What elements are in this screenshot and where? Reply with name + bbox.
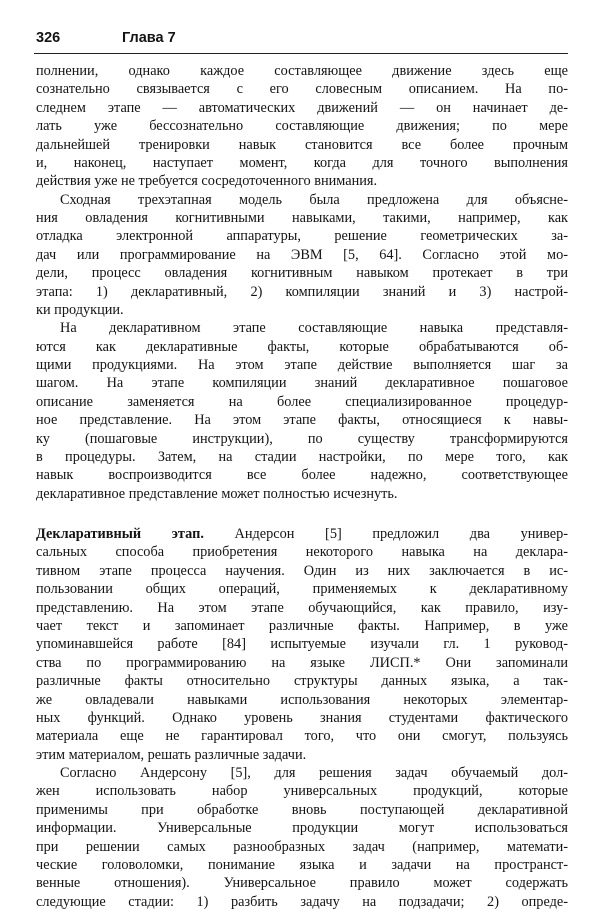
text-line: ки продукции.	[36, 301, 124, 318]
text-line: в процедуры. Затем, на стадии настройки, по мере того, как	[36, 448, 568, 465]
text-line: этим материалом, решать различные задачи.	[36, 746, 307, 763]
text-line: навык воспроизводится все более надежно, соответствующее	[36, 467, 568, 484]
running-head	[36, 30, 568, 52]
text-line: ное представление. На этом этапе факты, относящиеся к навы-	[36, 412, 568, 429]
text-line: применимы при обработке вновь поступающей декларативной	[36, 801, 568, 818]
text-line: декларативное представление может полностью исчезнуть.	[36, 485, 398, 502]
text-line: следнем этапе — автоматических движений — он начинает де-	[36, 99, 568, 116]
text-line: шагом. На этапе компиляции знаний декларативное пошаговое	[36, 375, 568, 392]
text-line: дальнейшей тренировки навык становится все более прочным	[36, 136, 568, 153]
text-line: На декларативном этапе составляющие навыка представля-	[60, 320, 568, 337]
text-line: представлению. На этом этапе обучающийся, как правило, изу-	[36, 599, 568, 616]
text-line: дели, процесс овладения когнитивным навыком протекает в три	[36, 265, 568, 282]
text-line	[36, 525, 568, 543]
text-line: ных функций. Однако уровень знания студентами фактического	[36, 709, 568, 726]
text-line: описание заменяется на более специализированное процедур-	[36, 393, 568, 410]
text-line: жен использовать набор универсальных продукций, которые	[36, 783, 568, 800]
text-line: щими продукциями. На этом этапе действие выполняется шаг за	[36, 357, 568, 373]
text-line: различные факты относительно структуры данных языка, а так-	[36, 673, 568, 690]
text-line: ния овладения когнитивными навыками, такими, например, как	[36, 210, 568, 226]
text-line: лать уже бессознательно составляющие движения; по мере	[36, 118, 568, 135]
text-line: сознательно связывается с его словесным описанием. На по-	[36, 81, 568, 98]
text-line: этапа: 1) декларативный, 2) компиляции знаний и 3) настрой-	[36, 283, 568, 300]
text-line: полнении, однако каждое составляющее движение здесь еще	[36, 63, 568, 79]
page-number: 326	[36, 30, 61, 46]
text-line: Сходная трехэтапная модель была предложена для объясне-	[60, 191, 568, 208]
text-line: действия уже не требуется сосредоточенного внимания.	[36, 173, 378, 190]
text-line: тивном этапе процесса научения. Один из них заключается в ис-	[36, 562, 568, 579]
text-line: пользовании общих операций, применяемых к декларативному	[36, 581, 568, 598]
text-line: ку (пошаговые инструкции), по существу трансформируются	[36, 430, 568, 447]
text-line: дач или программирование на ЭВМ [5, 64]. Согласно этой мо-	[36, 246, 568, 263]
text-line: чает текст и запоминает различные факты. Например, в уже	[36, 618, 568, 634]
text-line: отладка электронной аппаратуры, решение геометрических за-	[36, 228, 568, 245]
text-line: сальных способа приобретения некоторого навыка на деклара-	[36, 544, 568, 561]
text-line: упоминавшейся работе [84] испытуемые изучали гл. 1 руковод-	[36, 636, 568, 653]
text-line: при решении самых разнообразных задач (например, математи-	[36, 838, 568, 855]
text-line: ются как декларативные факты, которые обрабатываются об-	[36, 338, 568, 355]
text-line: ческие головоломки, понимание языка и задачи на пространст-	[36, 856, 568, 873]
text-line: Согласно Андерсону [5], для решения задач обучаемый дол-	[60, 765, 568, 781]
text-line: венные отношения). Универсальное правило может содержать	[36, 875, 568, 892]
text-line: следующие стадии: 1) разбить задачу на подзадачи; 2) опреде-	[36, 893, 568, 910]
text-line: информации. Универсальные продукции могут использоваться	[36, 820, 568, 837]
text-line: ства по программированию на языке ЛИСП.* Они запоминали	[36, 654, 568, 671]
header-rule	[34, 53, 568, 54]
text-run: Андерсон [5] предложил два универ-	[234, 526, 568, 543]
text-line: материала еще не гарантировал того, что они смогут, пользуясь	[36, 728, 568, 745]
text-line: и, наконец, наступает момент, когда для точного выполнения	[36, 154, 568, 171]
text-line: же овладевали навыками использования некоторых элементар-	[36, 691, 568, 708]
section-heading: Декларативный этап.	[36, 526, 204, 543]
chapter-title: Глава 7	[122, 30, 176, 46]
